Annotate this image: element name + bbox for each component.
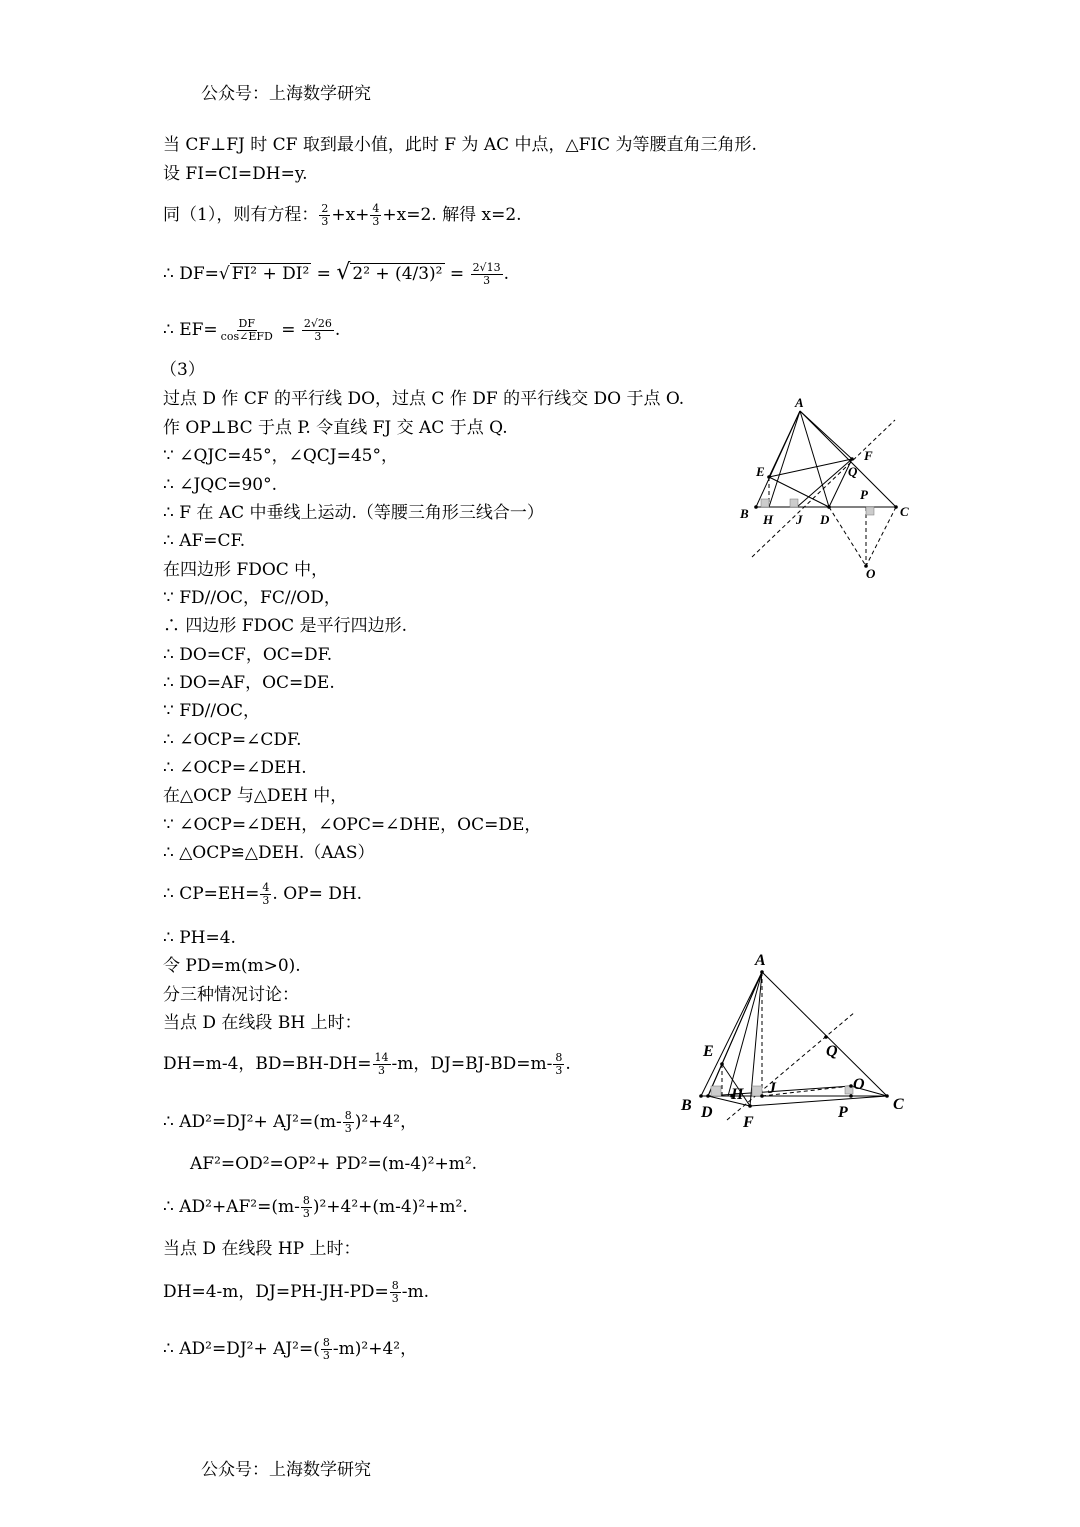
text-line: ∴ 四边形 FDOC 是平行四边形. — [163, 616, 407, 636]
equation-line — [163, 262, 509, 287]
figure-label: D — [820, 512, 830, 527]
text-fragment: +x+ — [331, 205, 370, 225]
text-fragment: . — [334, 320, 341, 340]
figure-label: H — [731, 1086, 744, 1103]
text-line: 当点 D 在线段 BH 上时： — [163, 1013, 362, 1033]
text-fragment: ∴ DF=√ — [163, 264, 230, 284]
text-fragment: ∴ AD²+AF²=(m- — [163, 1197, 300, 1217]
text-fragment: -m，DJ=BJ-BD=m- — [391, 1054, 553, 1074]
text-line: 分三种情况讨论： — [163, 985, 299, 1005]
text-line: ∵ FD//OC， — [163, 701, 261, 721]
equation-line — [163, 1337, 417, 1362]
text-fragment: . OP= DH. — [272, 884, 363, 904]
figure-label: A — [755, 952, 766, 969]
figure-label: E — [703, 1043, 714, 1060]
text-line: ∴ PH=4. — [163, 928, 236, 948]
text-fragment: . — [565, 1054, 571, 1074]
fraction: $\frac{14}{3}$ — [374, 1051, 389, 1077]
figure-label: H — [763, 512, 774, 527]
equation-line — [163, 1110, 417, 1135]
text-line: ∵ ∠QJC=45°，∠QCJ=45°， — [163, 446, 398, 466]
text-fragment: DH=4-m，DJ=PH-JH-PD= — [163, 1282, 389, 1302]
text-line: 设 FI=CI=DH=y. — [163, 164, 308, 184]
radicand: 2² + (4/3)² — [352, 264, 443, 284]
equation-line — [163, 318, 340, 343]
fraction: $\frac{4}{3}$ — [372, 202, 380, 228]
figure-label: J — [796, 512, 803, 527]
text-fragment: ∴ CP=EH= — [163, 884, 260, 904]
equation-line — [163, 1195, 468, 1220]
fraction: $\frac{2√26}{3}$ — [303, 317, 332, 343]
text-line: 当点 D 在线段 HP 上时： — [163, 1239, 361, 1259]
sqrt-icon: √ — [336, 260, 351, 285]
text-line: ∵ ∠OCP=∠DEH，∠OPC=∠DHE，OC=DE， — [163, 815, 542, 835]
fraction: $\frac{8}{3}$ — [302, 1194, 310, 1220]
figure-label: B — [681, 1097, 692, 1114]
figure-label: Q — [826, 1043, 838, 1060]
figure-label: C — [893, 1096, 904, 1113]
text-fragment: = — [311, 264, 337, 284]
fraction: $\frac{8}{3}$ — [391, 1279, 399, 1305]
figure-label: A — [795, 395, 804, 410]
text-line: AF²=OD²=OP²+ PD²=(m-4)²+m². — [190, 1154, 478, 1174]
text-fragment: = — [444, 264, 470, 284]
geometry-figure-1 — [730, 390, 930, 590]
figure-label: F — [864, 448, 873, 463]
fraction: $\frac{8}{3}$ — [344, 1109, 352, 1135]
text-line: 在△OCP 与△DEH 中， — [163, 786, 348, 806]
text-line: ∴ ∠OCP=∠CDF. — [163, 730, 302, 750]
fraction: $\frac{8}{3}$ — [555, 1051, 563, 1077]
figure-label: F — [743, 1114, 754, 1131]
text-fragment: +x=2. 解得 x=2. — [382, 205, 522, 225]
figure-label: O — [866, 566, 876, 581]
equation-line — [163, 1052, 571, 1077]
text-line: ∴ AF=CF. — [163, 531, 246, 551]
text-line: 作 OP⊥BC 于点 P. 令直线 FJ 交 AC 于点 Q. — [163, 418, 508, 438]
header-watermark: 公众号：上海数学研究 — [201, 84, 371, 104]
figure-label: D — [701, 1104, 713, 1121]
fraction: $\frac{2}{3}$ — [321, 202, 329, 228]
fraction: $\frac{2√13}{3}$ — [472, 261, 501, 287]
text-fragment: ∴ AD²=DJ²+ AJ²=(m- — [163, 1112, 342, 1132]
fraction: $\frac{4}{3}$ — [262, 881, 270, 907]
figure-label: P — [860, 487, 868, 502]
equation-line — [163, 882, 362, 907]
text-fragment: -m. — [401, 1282, 430, 1302]
equation-line — [163, 203, 522, 228]
text-fragment: ∴ EF= — [163, 320, 218, 340]
text-fragment: ∴ AD²=DJ²+ AJ²=( — [163, 1339, 320, 1359]
text-line: ∴ DO=CF，OC=DF. — [163, 645, 333, 665]
text-fragment: )²+4²， — [354, 1112, 418, 1132]
text-line: （3） — [160, 360, 205, 380]
figure-label: B — [740, 506, 749, 521]
figure-label: J — [768, 1080, 776, 1097]
fraction: $\frac{8}{3}$ — [322, 1336, 330, 1362]
figure-label: Q — [848, 464, 858, 479]
text-line: ∴ ∠JQC=90°. — [163, 475, 278, 495]
figure-label: O — [853, 1076, 865, 1093]
text-line: 过点 D 作 CF 的平行线 DO，过点 C 作 DF 的平行线交 DO 于点 O. — [163, 389, 685, 409]
figure-label: P — [838, 1104, 848, 1121]
geometry-figure-2 — [675, 945, 915, 1135]
text-line: ∴ △OCP≌△DEH.（AAS） — [163, 843, 375, 863]
text-line: 当 CF⊥FJ 时 CF 取到最小值，此时 F 为 AC 中点，△FIC 为等腰直角三角形. — [163, 135, 757, 155]
text-line: 令 PD=m(m>0). — [163, 956, 301, 976]
text-fragment: )²+4²+(m-4)²+m². — [312, 1197, 468, 1217]
radicand: FI² + DI² — [231, 264, 310, 284]
equation-line — [163, 1280, 429, 1305]
text-line: ∴ F 在 AC 中垂线上运动.（等腰三角形三线合一） — [163, 503, 544, 523]
text-fragment: = — [275, 320, 301, 340]
text-fragment: -m)²+4²， — [332, 1339, 418, 1359]
text-fragment: . — [503, 264, 509, 284]
text-fragment: 同（1），则有方程： — [163, 205, 319, 225]
text-line: ∴ ∠OCP=∠DEH. — [163, 758, 307, 778]
footer-watermark: 公众号：上海数学研究 — [201, 1460, 371, 1480]
text-line: ∴ DO=AF，OC=DE. — [163, 673, 335, 693]
text-line: ∵ FD//OC，FC//OD， — [163, 588, 341, 608]
fraction: $\frac{DF}{\text{cos∠EFD}}$ — [220, 317, 273, 343]
figure-label: E — [756, 464, 765, 479]
figure-label: C — [900, 504, 909, 519]
text-line: 在四边形 FDOC 中， — [163, 560, 329, 580]
text-fragment: DH=m-4，BD=BH-DH= — [163, 1054, 372, 1074]
